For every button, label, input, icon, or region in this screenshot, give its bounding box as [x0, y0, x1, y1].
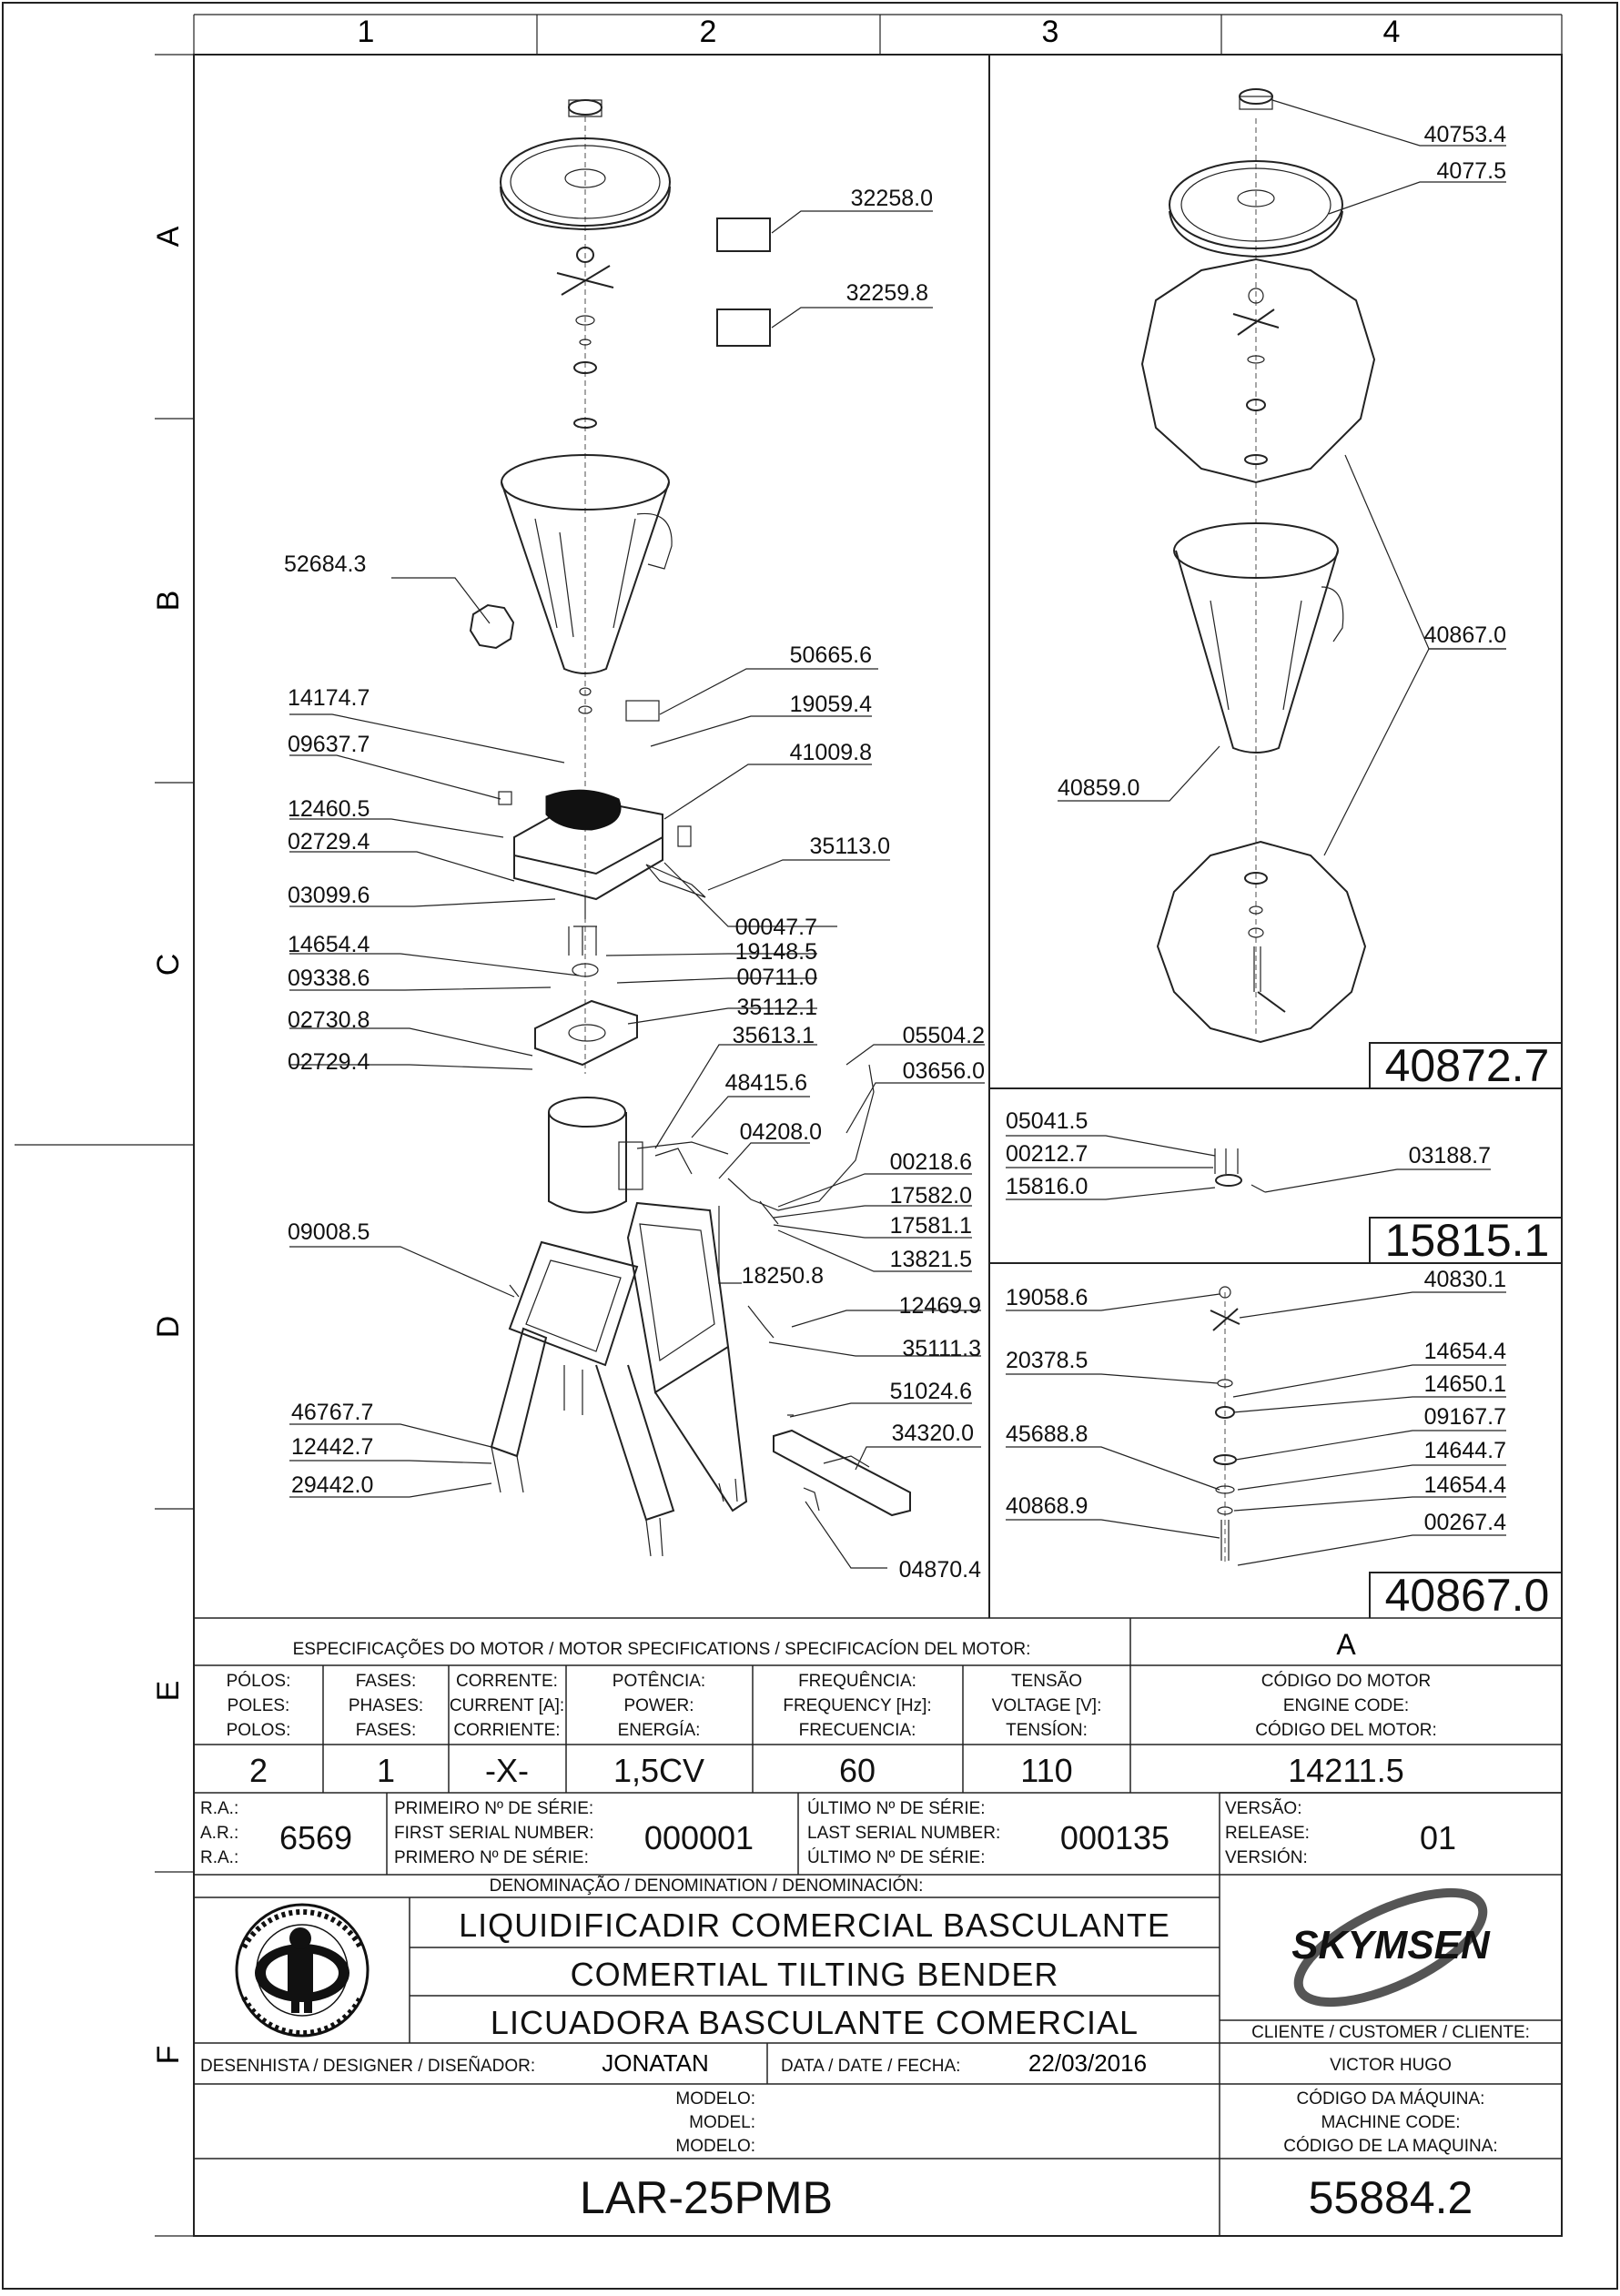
motor-spec-values — [249, 1752, 1404, 1789]
jar-assembly-code: 40872.7 — [1384, 1040, 1550, 1091]
part-label: 14650.1 — [1423, 1371, 1506, 1397]
part-label: 03188.7 — [1408, 1143, 1491, 1168]
part-label: 00047.7 — [734, 915, 817, 940]
machine-code-label: CÓDIGO DA MÁQUINA: — [1296, 2089, 1485, 2109]
spec-label: TENSÍON: — [1006, 1721, 1088, 1740]
part-label: 41009.8 — [789, 740, 872, 765]
spec-label: CORRENTE: — [456, 1672, 558, 1691]
spec-label: PHASES: — [348, 1696, 424, 1715]
part-label: 09637.7 — [288, 732, 370, 757]
part-label: 00267.4 — [1423, 1510, 1506, 1535]
spec-label: POLOS: — [226, 1721, 291, 1740]
part-label: 52684.3 — [284, 551, 367, 577]
first-serial-label: FIRST SERIAL NUMBER: — [394, 1824, 594, 1843]
last-serial-label: LAST SERIAL NUMBER: — [807, 1824, 1001, 1843]
column-label: 1 — [357, 15, 375, 49]
exploded-view-illustration — [471, 100, 910, 1556]
part-label: 14654.4 — [1423, 1339, 1506, 1364]
designer-value: JONATAN — [602, 2049, 709, 2077]
ra-label: A.R.: — [200, 1824, 239, 1843]
column-label: 3 — [1041, 15, 1059, 49]
part-label: 09167.7 — [1423, 1404, 1506, 1430]
column-ruler — [194, 15, 1562, 55]
part-label: 02729.4 — [288, 829, 370, 855]
part-label: 48415.6 — [724, 1070, 807, 1096]
spec-label: FRECUENCIA: — [798, 1721, 916, 1740]
bearing-group-code-box — [1370, 1215, 1562, 1266]
column-label: 2 — [699, 15, 717, 49]
customer-label: CLIENTE / CUSTOMER / CLIENTE: — [1251, 2023, 1530, 2042]
part-label: 15816.0 — [1006, 1174, 1088, 1199]
date-label: DATA / DATE / FECHA: — [781, 2057, 961, 2076]
bearing-group-part-labels — [1006, 1108, 1491, 1199]
spec-label: PÓLOS: — [226, 1672, 291, 1691]
voltage-value: 110 — [1020, 1752, 1073, 1789]
version-label: RELEASE: — [1225, 1824, 1310, 1843]
jar-assembly-illustration — [1142, 89, 1374, 1042]
bearing-group-illustration — [1215, 1148, 1265, 1192]
part-label: 19148.5 — [734, 939, 817, 965]
first-serial-value: 000001 — [643, 1819, 754, 1856]
part-label: 14644.7 — [1423, 1438, 1506, 1463]
motor-spec-labels — [227, 1671, 1437, 1740]
leader-lines — [289, 100, 1506, 1568]
part-label: 09008.5 — [288, 1219, 370, 1245]
column-label: 4 — [1382, 15, 1401, 49]
spec-label: CORRIENTE: — [453, 1721, 561, 1740]
spec-label: POLES: — [227, 1696, 290, 1715]
row-label: E — [151, 1680, 186, 1702]
denomination-line-en: COMERTIAL TILTING BENDER — [570, 1956, 1059, 1993]
machine-code-label: CÓDIGO DE LA MAQUINA: — [1283, 2137, 1498, 2156]
ra-value: 6569 — [278, 1819, 353, 1856]
part-label: 20378.5 — [1006, 1348, 1088, 1373]
part-label: 18250.8 — [741, 1263, 824, 1289]
denomination-header: DENOMINAÇÃO / DENOMINATION / DENOMINACIÓN: — [489, 1876, 924, 1896]
model-value: LAR-25PMB — [580, 2172, 833, 2223]
part-label: 50665.6 — [789, 642, 872, 668]
part-label: 14654.4 — [1423, 1472, 1506, 1498]
phases-value: 1 — [376, 1752, 396, 1789]
ra-label: R.A.: — [200, 1799, 239, 1818]
spec-label: FASES: — [355, 1721, 417, 1740]
spec-label: FREQUÊNCIA: — [798, 1672, 916, 1691]
part-label: 13821.5 — [889, 1247, 972, 1272]
part-label: 45688.8 — [1006, 1421, 1088, 1447]
row-label: D — [151, 1315, 186, 1339]
part-label: 14654.4 — [288, 932, 370, 957]
current-value: -X- — [485, 1752, 529, 1789]
skymsen-brand-logo — [1284, 1870, 1498, 2024]
part-label: 02730.8 — [288, 1007, 370, 1033]
part-label: 40867.0 — [1423, 622, 1506, 648]
spec-label: VOLTAGE [V]: — [991, 1696, 1102, 1715]
frequency-value: 60 — [838, 1752, 876, 1789]
part-label: 00212.7 — [1006, 1141, 1088, 1167]
spec-label: CÓDIGO DEL MOTOR: — [1255, 1721, 1437, 1740]
spec-label: ENGINE CODE: — [1282, 1696, 1410, 1715]
spec-label: TENSÃO — [1010, 1672, 1083, 1691]
part-label: 14174.7 — [288, 685, 370, 711]
authorized-service-seal — [237, 1905, 368, 2036]
denomination-line-es: LICUADORA BASCULANTE COMERCIAL — [490, 2004, 1139, 2041]
part-label: 29442.0 — [291, 1472, 374, 1498]
part-label: 12460.5 — [288, 796, 370, 822]
spec-label: POWER: — [623, 1696, 694, 1715]
part-label: 03099.6 — [288, 883, 370, 908]
row-label: A — [151, 226, 186, 248]
row-ruler — [15, 55, 194, 2236]
part-label: 04208.0 — [739, 1119, 822, 1145]
denomination-line-pt: LIQUIDIFICADIR COMERCIAL BASCULANTE — [459, 1907, 1170, 1944]
last-serial-label: ÚLTIMO Nº DE SÉRIE: — [807, 1799, 986, 1818]
spec-label: FREQUENCY [Hz]: — [783, 1696, 932, 1715]
date-value: 22/03/2016 — [1028, 2049, 1148, 2077]
spec-label: FASES: — [355, 1672, 417, 1691]
poles-value: 2 — [248, 1752, 268, 1789]
part-label: 32258.0 — [850, 186, 933, 211]
spec-label: ENERGÍA: — [617, 1721, 701, 1740]
part-label: 34320.0 — [891, 1421, 974, 1446]
version-value: 01 — [1419, 1819, 1457, 1856]
bearing-group-code: 15815.1 — [1384, 1215, 1550, 1266]
part-label: 32259.8 — [845, 280, 928, 306]
part-label: 35111.3 — [902, 1336, 981, 1361]
last-serial-label: ÚLTIMO Nº DE SÉRIE: — [807, 1848, 986, 1867]
part-label: 40859.0 — [1058, 775, 1140, 801]
customer-value: VICTOR HUGO — [1330, 2056, 1452, 2075]
part-label: 05041.5 — [1006, 1108, 1088, 1134]
part-label: 51024.6 — [889, 1379, 972, 1404]
machine-code-value: 55884.2 — [1308, 2172, 1473, 2223]
part-label: 40753.4 — [1423, 122, 1506, 147]
row-label: F — [151, 2045, 186, 2065]
spec-label: CÓDIGO DO MOTOR — [1261, 1672, 1432, 1691]
part-label: 40830.1 — [1423, 1267, 1506, 1292]
main-view-part-labels — [284, 186, 985, 1583]
part-label: 12469.9 — [898, 1293, 981, 1319]
part-label: 05504.2 — [902, 1023, 985, 1048]
model-label: MODELO: — [675, 2137, 755, 2156]
part-label: 17581.1 — [889, 1213, 972, 1239]
part-label: 00218.6 — [889, 1149, 972, 1175]
ra-label: R.A.: — [200, 1848, 239, 1867]
part-label: 03656.0 — [902, 1058, 985, 1084]
blade-group-illustration — [1210, 1287, 1240, 1565]
machine-code-label: MACHINE CODE: — [1321, 2113, 1461, 2132]
version-label: VERSÃO: — [1225, 1799, 1302, 1818]
motor-variant: A — [1336, 1628, 1356, 1661]
spec-label: CURRENT [A]: — [449, 1696, 565, 1715]
blade-group-code-box — [1370, 1570, 1562, 1621]
serial-row — [200, 1798, 1456, 1867]
part-label: 46767.7 — [291, 1400, 374, 1425]
row-label: B — [151, 590, 186, 612]
jar-assembly-part-labels — [1058, 122, 1506, 801]
motor-specs-header: ESPECIFICAÇÕES DO MOTOR / MOTOR SPECIFICATIONS / SPECIFICACÍON DEL MOTOR: — [292, 1640, 1031, 1659]
blade-group-code: 40867.0 — [1384, 1570, 1550, 1621]
part-label: 35112.1 — [736, 995, 817, 1020]
first-serial-label: PRIMERO Nº DE SÉRIE: — [394, 1848, 589, 1867]
part-label: 00711.0 — [736, 965, 817, 990]
part-label: 02729.4 — [288, 1049, 370, 1075]
part-label: 19059.4 — [789, 692, 872, 717]
engine-code-value: 14211.5 — [1288, 1752, 1404, 1789]
jar-assembly-code-box — [1370, 1040, 1562, 1091]
spec-label: POTÊNCIA: — [612, 1672, 706, 1691]
part-label: 12442.7 — [291, 1434, 374, 1460]
part-label: 4077.5 — [1436, 158, 1506, 184]
part-label: 35613.1 — [732, 1023, 815, 1048]
first-serial-label: PRIMEIRO Nº DE SÉRIE: — [394, 1799, 594, 1818]
power-value: 1,5CV — [613, 1752, 705, 1789]
part-label: 09338.6 — [288, 966, 370, 991]
part-label: 40868.9 — [1006, 1493, 1088, 1519]
blade-group-part-labels — [1006, 1267, 1506, 1535]
part-label: 04870.4 — [898, 1557, 981, 1583]
row-label: C — [151, 953, 186, 976]
designer-label: DESENHISTA / DESIGNER / DISEÑADOR: — [200, 2057, 536, 2076]
part-label: 17582.0 — [889, 1183, 972, 1209]
part-label: 19058.6 — [1006, 1285, 1088, 1310]
brand-name: SKYMSEN — [1291, 1923, 1490, 1967]
model-label: MODEL: — [689, 2113, 755, 2132]
model-label: MODELO: — [675, 2089, 755, 2109]
last-serial-value: 000135 — [1059, 1819, 1170, 1856]
part-label: 35113.0 — [809, 834, 890, 859]
version-label: VERSIÓN: — [1225, 1848, 1308, 1867]
